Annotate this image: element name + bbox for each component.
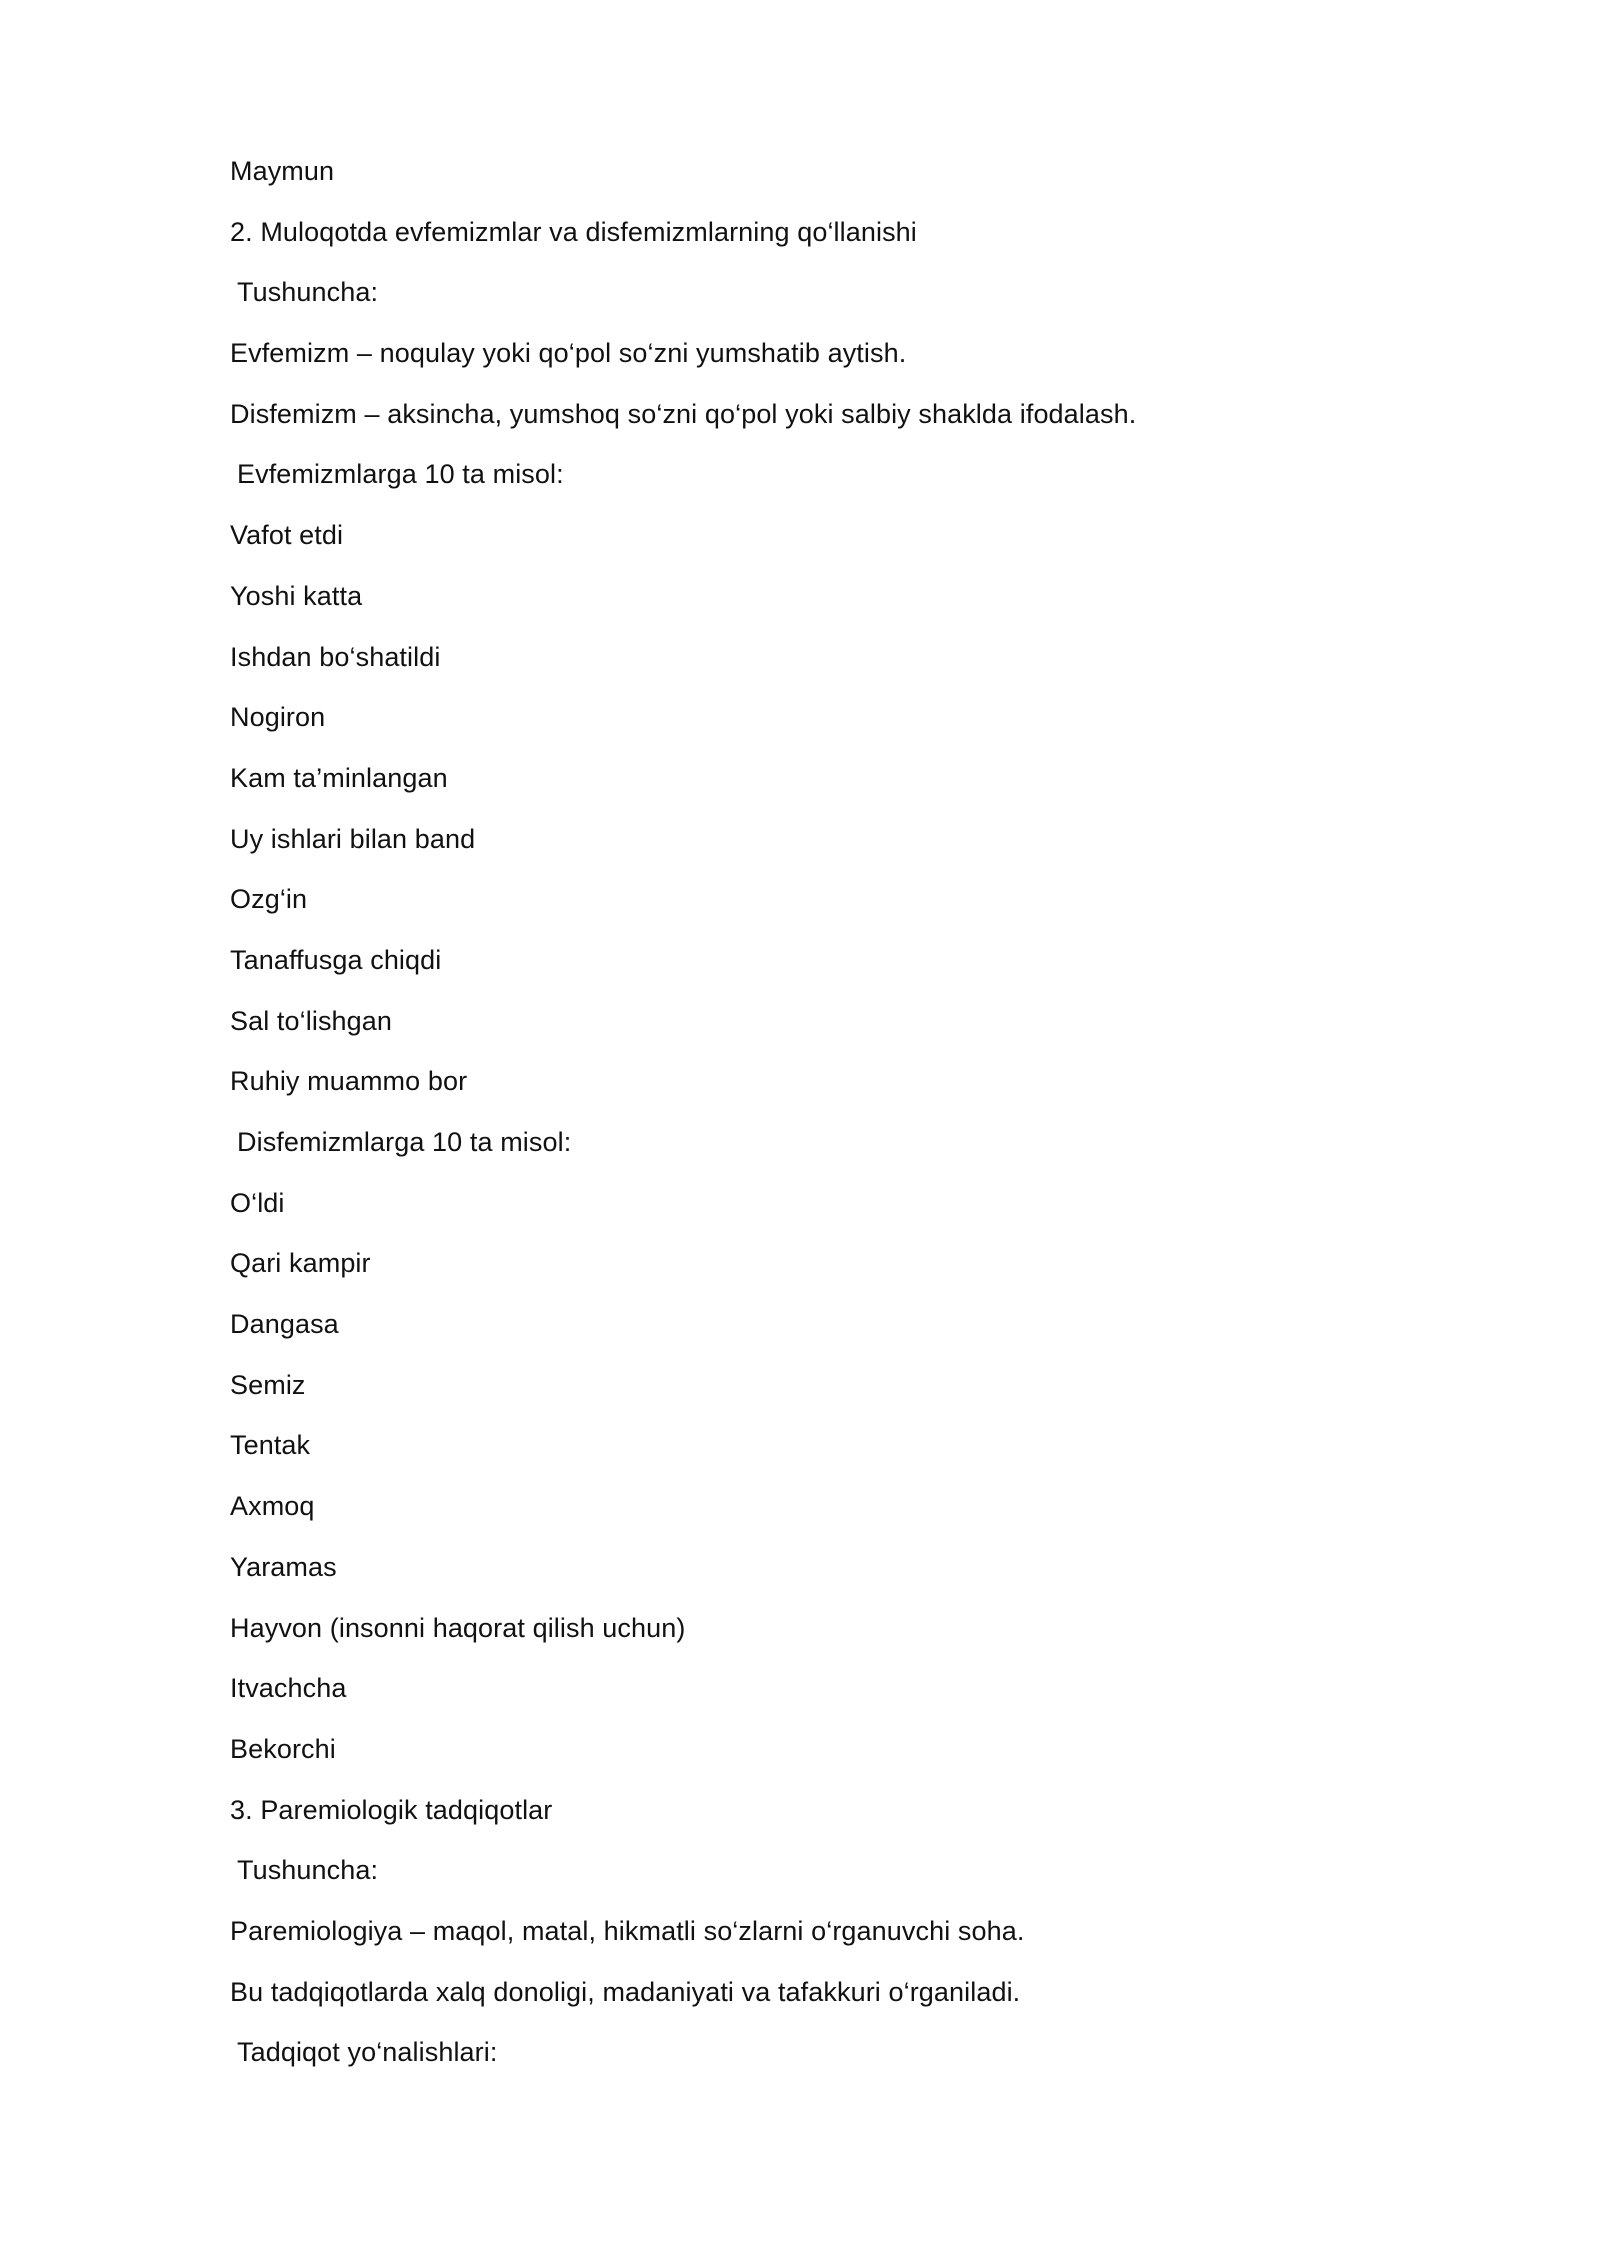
subheading: Tushuncha: — [237, 277, 379, 308]
list-item: Yaramas — [230, 1551, 337, 1582]
subheading: Evfemizmlarga 10 ta misol: — [237, 459, 564, 490]
document-body — [230, 150, 1380, 2092]
subheading: Tushuncha: — [237, 1855, 379, 1886]
list-item: Axmoq — [230, 1491, 315, 1522]
definition-line: Evfemizm – noqulay yoki qo‘pol so‘zni yumshatib aytish. — [230, 338, 907, 369]
subheading: Tadqiqot yo‘nalishlari: — [237, 2037, 498, 2068]
list-item: Kam ta’minlangan — [230, 762, 448, 793]
list-item: Tanaffusga chiqdi — [230, 944, 442, 975]
list-item: Nogiron — [230, 702, 326, 733]
section-heading: 3. Paremiologik tadqiqotlar — [230, 1794, 553, 1825]
subheading: Disfemizmlarga 10 ta misol: — [237, 1127, 572, 1157]
list-item: Sal to‘lishgan — [230, 1005, 393, 1036]
list-item: Vafot etdi — [230, 520, 344, 551]
list-item: Uy ishlari bilan band — [230, 823, 476, 854]
list-item: Bekorchi — [230, 1733, 336, 1764]
list-item: Tentak — [230, 1430, 311, 1461]
list-item: Ishdan bo‘shatildi — [230, 641, 441, 672]
text-line: Maymun — [230, 156, 335, 186]
list-item: Hayvon (insonni haqorat qilish uchun) — [230, 1612, 686, 1643]
section-heading: 2. Muloqotda evfemizmlar va disfemizmlarning qo‘llanishi — [230, 216, 917, 247]
list-item: Itvachcha — [230, 1673, 347, 1704]
list-item: Qari kampir — [230, 1248, 371, 1279]
list-item: O‘ldi — [230, 1187, 285, 1218]
list-item: Yoshi katta — [230, 580, 363, 611]
definition-line: Disfemizm – aksincha, yumshoq so‘zni qo‘pol yoki salbiy shaklda ifodalash. — [230, 398, 1137, 429]
list-item: Ruhiy muammo bor — [230, 1066, 468, 1097]
text-line: Bu tadqiqotlarda xalq donoligi, madaniyati va tafakkuri o‘rganiladi. — [230, 1976, 1021, 2007]
list-item: Dangasa — [230, 1309, 339, 1340]
definition-line: Paremiologiya – maqol, matal, hikmatli so‘zlarni o‘rganuvchi soha. — [230, 1915, 1025, 1946]
list-item: Ozg‘in — [230, 884, 308, 915]
list-item: Semiz — [230, 1369, 306, 1400]
